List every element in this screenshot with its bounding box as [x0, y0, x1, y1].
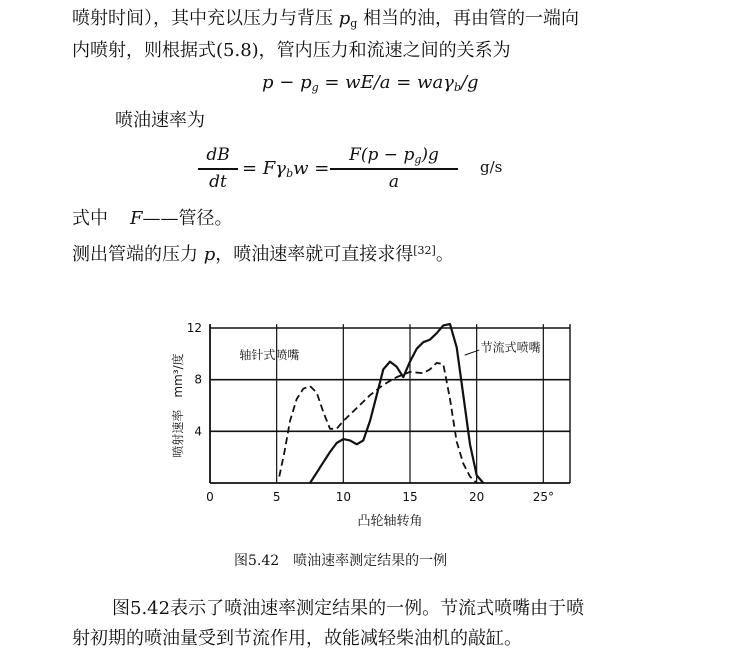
injection-rate-chart: [160, 302, 590, 534]
equation-middle: = $F\gamma_bw$ =: [242, 158, 330, 180]
paragraph-line: 射初期的喷油量受到节流作用，故能减轻柴油机的敲缸。: [72, 628, 522, 649]
y-tick-label: 4: [194, 424, 202, 439]
annotation-throttle-nozzle: 节流式喷嘴: [480, 340, 541, 355]
x-tick-label: 25°: [532, 490, 554, 504]
y-axis-label: 喷射速率 mm³/度: [171, 353, 185, 458]
definition-line: 式中 F——管径。: [72, 208, 233, 229]
fraction-bar: [198, 168, 238, 170]
y-tick-label: 8: [194, 372, 202, 387]
paragraph-text: 相当的油，再由管的一端向: [357, 8, 580, 29]
subscript-g: g: [350, 17, 358, 30]
paragraph-text: 喷射时间），其中充以压力与背压: [72, 8, 339, 29]
equation-pressure-velocity: $p - p_g = wE/a = wa\gamma_b/g$: [262, 72, 479, 94]
series-line-pintle-nozzle: [279, 363, 476, 483]
paragraph-line: [72, 8, 579, 35]
chart-series: [279, 324, 483, 483]
series-line-throttle-nozzle: [310, 324, 483, 483]
variable-F: F: [130, 208, 143, 229]
chart-labels: [170, 321, 554, 529]
fraction-numerator-dB: dB: [206, 145, 230, 165]
reference-marker: [32]: [413, 244, 436, 257]
fraction-bar: [330, 168, 458, 170]
x-tick-label: 15: [402, 490, 418, 504]
y-tick-label: 12: [186, 321, 202, 335]
x-tick-label: 0: [206, 490, 214, 504]
x-axis-label: 凸轮轴转角: [357, 514, 423, 529]
fraction-denominator-a: a: [388, 172, 400, 192]
rate-label: 喷油速率为: [115, 110, 205, 131]
fraction-numerator: $F(p - p_g)g$: [349, 145, 439, 166]
unit-label: g/s: [480, 158, 503, 176]
variable-p: p: [338, 8, 351, 29]
paragraph-line: 测出管端的压力 p，喷油速率就可直接求得[32]。: [72, 244, 454, 265]
fraction-denominator-dt: dt: [209, 172, 227, 192]
x-tick-label: 5: [272, 490, 281, 504]
paragraph-line: 图5.42表示了喷油速率测定结果的一例。节流式喷嘴由于喷: [112, 598, 585, 619]
x-tick-label: 10: [335, 490, 351, 504]
figure-caption: 图5.42 喷油速率测定结果的一例: [234, 553, 448, 569]
x-tick-label: 20: [469, 490, 485, 504]
annotation-pintle-nozzle: 轴针式喷嘴: [239, 348, 300, 362]
paragraph-line: 内喷射，则根据式(5.8)，管内压力和流速之间的关系为: [72, 40, 511, 61]
